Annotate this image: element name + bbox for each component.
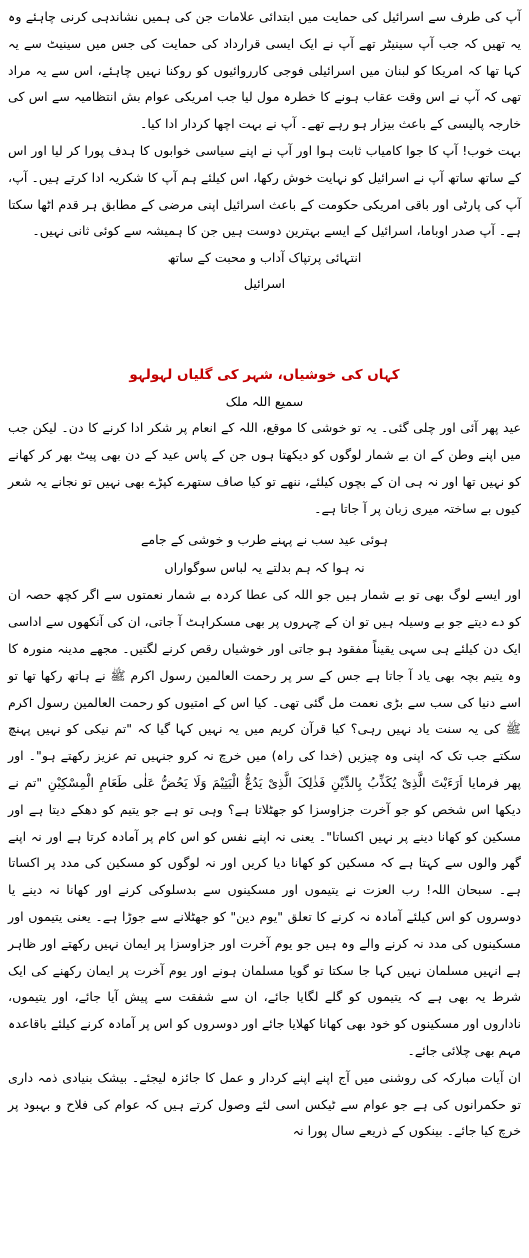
article-section: [8, 361, 521, 1145]
article-paragraph-1: عید پھر آئی اور چلی گئی۔ یہ تو خوشی کا موقع، اللہ کے انعام پر شکر ادا کرنے کا دن۔ لیکن جب میں اپنے وطن کے ان بے شمار لوگوں کو دیکھتا ہوں جن کے پاس عید کے دن بھی پیٹ بھر کر کھانے کو نہیں تھا اور نہ ہی ان کے بچوں کیلئے، ننھے تو کیا صاف ستھرے کپڑے بھی نہیں تو نجانے یہ شعر کیوں بے ساختہ میری زبان پر آ جاتا ہے۔: [8, 420, 521, 516]
article-paragraph-2: اور ایسے لوگ بھی تو بے شمار ہیں جو اللہ کی عطا کردہ بے شمار نعمتوں سے اگر کچھ حصہ ان کو دے دیتے جو بے وسیلہ ہیں تو ان کے چہروں پر بھی مسکراہٹ آ جاتی، ان کی آنکھوں سے اداسی ایک دن کیلئے ہی سہی یقیناً مفقود ہو جاتی اور خوشیاں رقص کرنے لگتیں۔ مجھے مدینہ منورہ کا وہ یتیم بچہ بھی یاد آ جاتا ہے جس کے سر پر رحمت العالمین رسول اکرم ﷺ نے ہاتھ رکھا تھا تو اسے دنیا کی سب سے بڑی نعمت مل گئی تھی۔ کیا اس کے امتیوں کو رحمت العالمین رسول اکرم ﷺ کی یہ سنت یاد نہیں رہی؟ کیا قرآن کریم میں یہ نہیں کہا گیا کہ "تم نیکی کو نہیں پہنچ سکتے جب تک کہ اپنی وہ چیزیں (خدا کی راہ) میں خرچ نہ کرو جنہیں تم عزیز رکھتے ہو"۔ اور پھر فرمایا اَرَءَیْتَ الَّذِیْ یُکَذِّبُ بِالدِّیْنِ فَذٰلِکَ الَّذِیْ یَدُعُّ الْیَتِیْمَ وَلَا یَحُضُّ عَلٰی طَعَامِ الْمِسْکِیْنِ "تم نے دیکھا اس شخص کو جو آخرت جزاوسزا کو جھٹلاتا ہے؟ وہی تو ہے جو یتیم کو دھکے دیتا ہے اور مسکین کو کھانا دینے پر نہیں اکساتا"۔ یعنی نہ اپنے نفس کو اس کام پر آمادہ کرتا ہے اور نہ اپنے گھر والوں سے کہتا ہے کہ مسکین کو کھانا دیا کریں اور نہ لوگوں کو مسکین کی مدد پر اکساتا ہے۔ سبحان اللہ! رب العزت نے یتیموں اور مسکینوں سے بدسلوکی کرنے اور کھانا نہ دینے یا دوسروں کو اس کیلئے آمادہ نہ کرنے کا تعلق "یوم دین" کو جھٹلانے سے جوڑا ہے۔ یعنی یتیموں اور مسکینوں کی مدد نہ کرنے والے وہ ہیں جو یوم آخرت اور جزاوسزا پر ایمان نہیں رکھتے اور ظاہر ہے انہیں مسلمان نہیں کہا جا سکتا تو گویا مسلمان ہونے اور یوم آخرت پر ایمان رکھنے کی ایک شرط یہ بھی ہے کہ یتیموں کو گلے لگایا جائے، ان سے شفقت سے پیش آیا جائے، اور یتیموں، ناداروں اور مسکینوں کو خود بھی کھانا کھلایا جائے اور دوسروں کو اس پر آمادہ کرنے کیلئے باقاعدہ مہم بھی چلائی جائے۔: [8, 587, 521, 1058]
letter-closing: انتہائی پرتپاک آداب و محبت کے ساتھ: [167, 250, 362, 266]
letter-paragraph-1: آپ کی طرف سے اسرائیل کی حمایت میں ابتدائی علامات جن کی ہمیں نشاندہی کرنی چاہئے وہ یہ تھیں کہ جب آپ سینیٹر تھے آپ نے ایک ایسی قرارداد کی حمایت کی جس میں سینیٹ سے یہ کہا تھا کہ امریکا کو لبنان میں اسرائیلی فوجی کارروائیوں کو روکنا نہیں چاہئے، اس سے یہ مراد تھی کہ آپ نے اس وقت عقاب ہونے کا خطرہ مول لیا جب امریکی عوام بش انتظامیہ سے اس کی خارجہ پالیسی کے باعث بیزار ہو رہے تھے۔ آپ نے بہت اچھا کردار ادا کیا۔: [8, 9, 521, 132]
article-author: سمیع اللہ ملک: [225, 394, 304, 410]
section-spacer: [8, 297, 521, 361]
article-title: کہاں کی خوشیاں، شہر کی گلیاں لہولہو: [129, 367, 400, 384]
letter-signature: اسرائیل: [243, 276, 286, 292]
letter-section: [8, 4, 521, 297]
verse-line-1: ہوئی عید سب نے پہنے طرب و خوشی کے جامے: [140, 532, 389, 548]
letter-paragraph-2: بہت خوب! آپ کا جوا کامیاب ثابت ہوا اور آپ نے اپنے سیاسی خوابوں کا ہدف پورا کر لیا اور اس کے ساتھ ساتھ آپ نے اسرائیل کو نہایت خوش رکھا، اس کیلئے ہم آپ کا شکریہ ادا کرتے ہیں۔ آپ، آپ کی پارٹی اور باقی امریکی حکومت کے باعث اسرائیل اپنی مرضی کے مطابق ہر قدم اٹھا سکتا ہے۔ آپ صدر اوباما، اسرائیل کے ایسے بہترین دوست ہیں جن کا ہمیشہ سے کوئی ثانی نہیں۔: [8, 142, 521, 239]
article-paragraph-3: ان آیات مبارکہ کی روشنی میں آج اپنے اپنے کردار و عمل کا جائزہ لیجئے۔ بیشک بنیادی ذمہ داری تو حکمرانوں کی ہے جو عوام سے ٹیکس اسی لئے وصول کرتے ہیں کہ عوام کی فلاح و بہبود پر خرچ کیا جائے۔ بینکوں کے ذریعے سال پورا نہ: [8, 1069, 521, 1139]
verse-line-2: نہ ہوا کہ ہم بدلتے یہ لباس سوگواراں: [164, 560, 365, 576]
